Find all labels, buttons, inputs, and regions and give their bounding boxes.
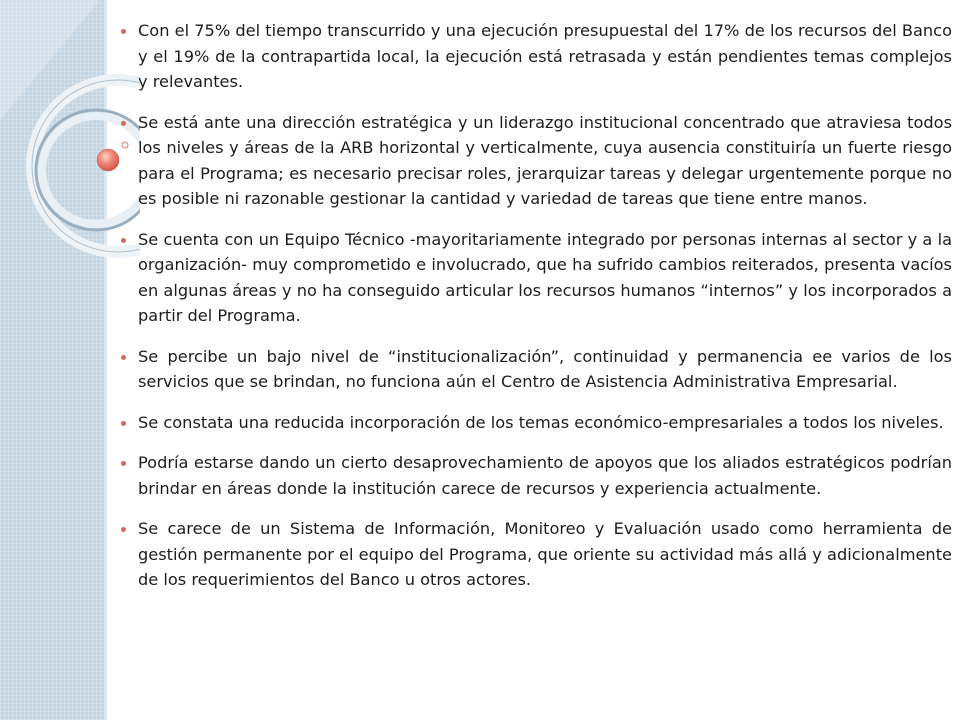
bullet-dot-icon [121, 421, 126, 426]
bullet-item [116, 110, 952, 212]
bullet-item [116, 344, 952, 395]
bullet-dot-icon [121, 527, 126, 532]
bullet-list [116, 18, 952, 608]
bullet-text: Se carece de un Sistema de Información, Monitoreo y Evaluación usado como herramienta de gestión permanente por el equipo del Programa, que oriente su actividad más allá y adicionalmente de los requerimientos del Banco u otros actores. [138, 519, 952, 589]
bullet-text: Podría estarse dando un cierto desaprovechamiento de apoyos que los aliados estratégicos podrían brindar en áreas donde la institución carece de recursos y experiencia actualmente. [138, 453, 952, 498]
bullet-text: Se constata una reducida incorporación de los temas económico-empresariales a todos los niveles. [138, 412, 944, 432]
bullet-text: Con el 75% del tiempo transcurrido y una ejecución presupuestal del 17% de los recursos del Banco y el 19% de la contrapartida local, la ejecución está retrasada y están pendientes temas complejos y relevantes. [138, 21, 952, 91]
corner-highlight-shape [0, 0, 100, 120]
bullet-item [116, 410, 952, 436]
bullet-text: Se cuenta con un Equipo Técnico -mayoritariamente integrado por personas internas al sector y a la organización- muy comprometido e involucrado, que ha sufrido cambios reiterados, presenta vacíos en algunas áreas y no ha conseguido articular los recursos humanos “internos” y los incorporados a partir del Programa. [138, 229, 952, 325]
bullet-item [116, 516, 952, 593]
bullet-text: Se percibe un bajo nivel de “institucionalización”, continuidad y permanencia ee varios de los servicios que se brindan, no funciona aún el Centro de Asistencia Administrativa Empresarial. [138, 346, 952, 391]
bullet-dot-icon [121, 461, 126, 466]
bullet-item [116, 450, 952, 501]
bullet-text: Se está ante una dirección estratégica y un liderazgo institucional concentrado que atraviesa todos los niveles y áreas de la ARB horizontal y verticalmente, cuya ausencia constituiría un fuerte riesgo para el Programa; es necesario precisar roles, jerarquizar tareas y delegar urgentemente porque no es posible ni razonable gestionar la cantidad y variedad de tareas que tiene entre manos. [138, 112, 952, 208]
bullet-item [116, 18, 952, 95]
bullet-item [116, 227, 952, 329]
bullet-dot-icon [121, 121, 126, 126]
bullet-dot-icon [121, 355, 126, 360]
bullet-dot-icon [121, 29, 126, 34]
bullet-dot-icon [121, 238, 126, 243]
